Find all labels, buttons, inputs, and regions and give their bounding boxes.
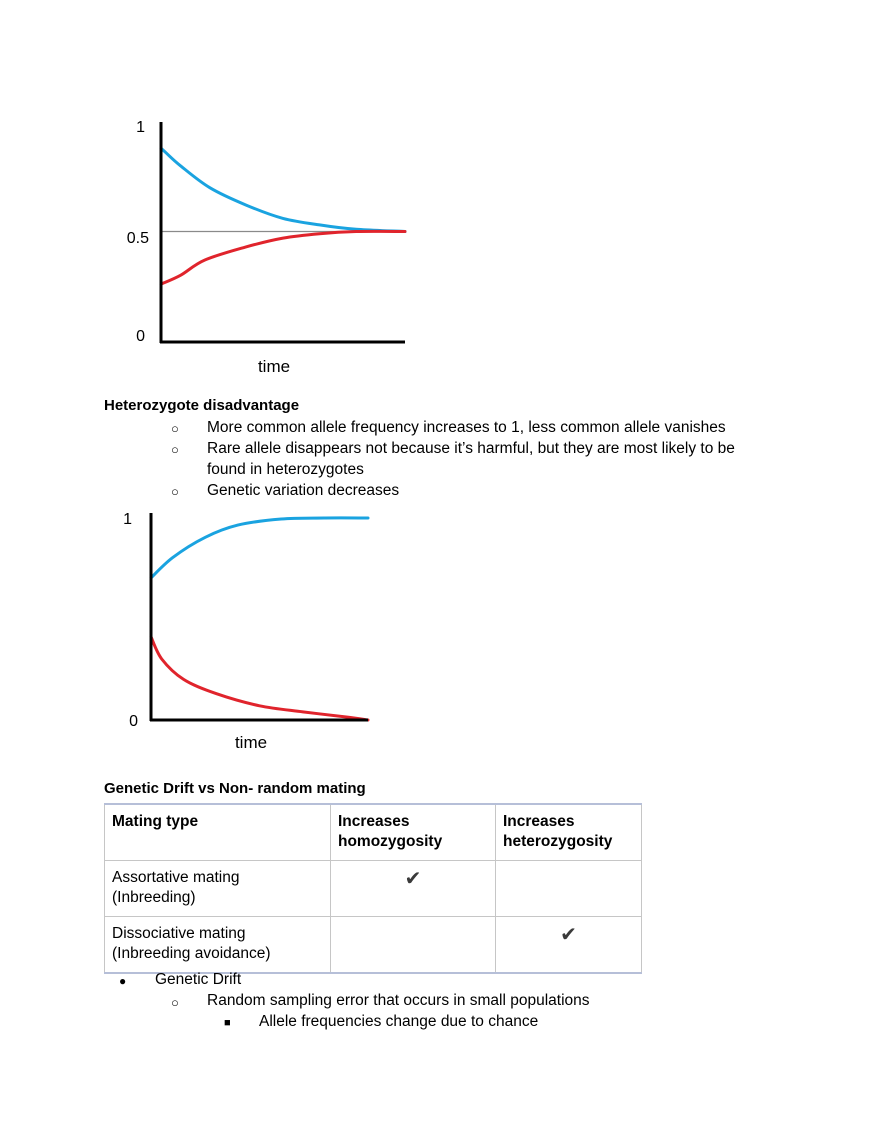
cell-line: (Inbreeding avoidance) (112, 945, 271, 962)
bullet-marker: ○ (171, 421, 179, 436)
chart-2-plot (123, 511, 368, 752)
table-header-row (105, 804, 642, 861)
header-label-line: Increases (503, 813, 575, 830)
cell-heterozygosity (496, 861, 642, 917)
cell-mating-type (105, 861, 331, 917)
chart-2-ytick-1: 1 (123, 511, 132, 528)
chart-2-ytick-0: 0 (129, 713, 138, 730)
list-item: Rare allele disappears not because it’s harmful, but they are most likely to be (207, 440, 735, 457)
cell-heterozygosity (496, 917, 642, 974)
header-increases-heterozygosity (496, 804, 642, 861)
heading-genetic-drift-vs-nonrandom: Genetic Drift vs Non- random mating (104, 780, 366, 797)
cell-line: Dissociative mating (112, 925, 246, 942)
list-item-genetic-drift: Genetic Drift (155, 971, 242, 988)
chart-1-ytick-0.5: 0.5 (126, 230, 149, 247)
chart-2-series-blue-line (151, 518, 368, 578)
cell-line: Assortative mating (112, 869, 240, 886)
table-row (105, 917, 642, 974)
list-item: Genetic variation decreases (207, 482, 400, 499)
chart-2-xlabel: time (234, 733, 268, 752)
cell-homozygosity (331, 917, 496, 974)
bullet-marker: ○ (171, 484, 179, 499)
checkmark-icon: ✔ (560, 924, 577, 946)
header-increases-homozygosity (331, 804, 496, 861)
header-mating-type (105, 804, 331, 861)
chart-1-plot (127, 119, 405, 376)
list-item: Random sampling error that occurs in small populations (207, 992, 590, 1009)
checkmark-icon: ✔ (404, 868, 422, 890)
chart-1-series-red-line (161, 231, 405, 284)
bullet-marker: ○ (171, 995, 179, 1010)
bullet-marker: ■ (224, 1017, 231, 1029)
list-item-continuation: found in heterozygotes (207, 461, 364, 478)
chart-1-ytick-0: 0 (136, 328, 145, 345)
chart-1-xlabel: time (257, 357, 291, 376)
table-row (105, 861, 642, 917)
header-label-line: heterozygosity (503, 833, 613, 850)
list-item: Allele frequencies change due to chance (259, 1013, 539, 1030)
cell-mating-type (105, 917, 331, 974)
bullet-marker: ○ (171, 442, 179, 457)
cell-line: (Inbreeding) (112, 889, 196, 906)
header-label-line: homozygosity (338, 833, 443, 850)
header-label: Mating type (112, 813, 199, 830)
mating-type-table (104, 803, 642, 974)
header-label-line: Increases (338, 813, 410, 830)
chart-1-series-blue-line (161, 148, 405, 231)
list-item: More common allele frequency increases to 1, less common allele vanishes (207, 419, 726, 436)
cell-homozygosity (331, 861, 496, 917)
bullet-marker: ● (119, 974, 127, 988)
chart-1-ytick-1: 1 (136, 119, 145, 136)
heading-heterozygote-disadvantage: Heterozygote disadvantage (104, 397, 300, 414)
chart-2-series-red-line (151, 637, 368, 720)
